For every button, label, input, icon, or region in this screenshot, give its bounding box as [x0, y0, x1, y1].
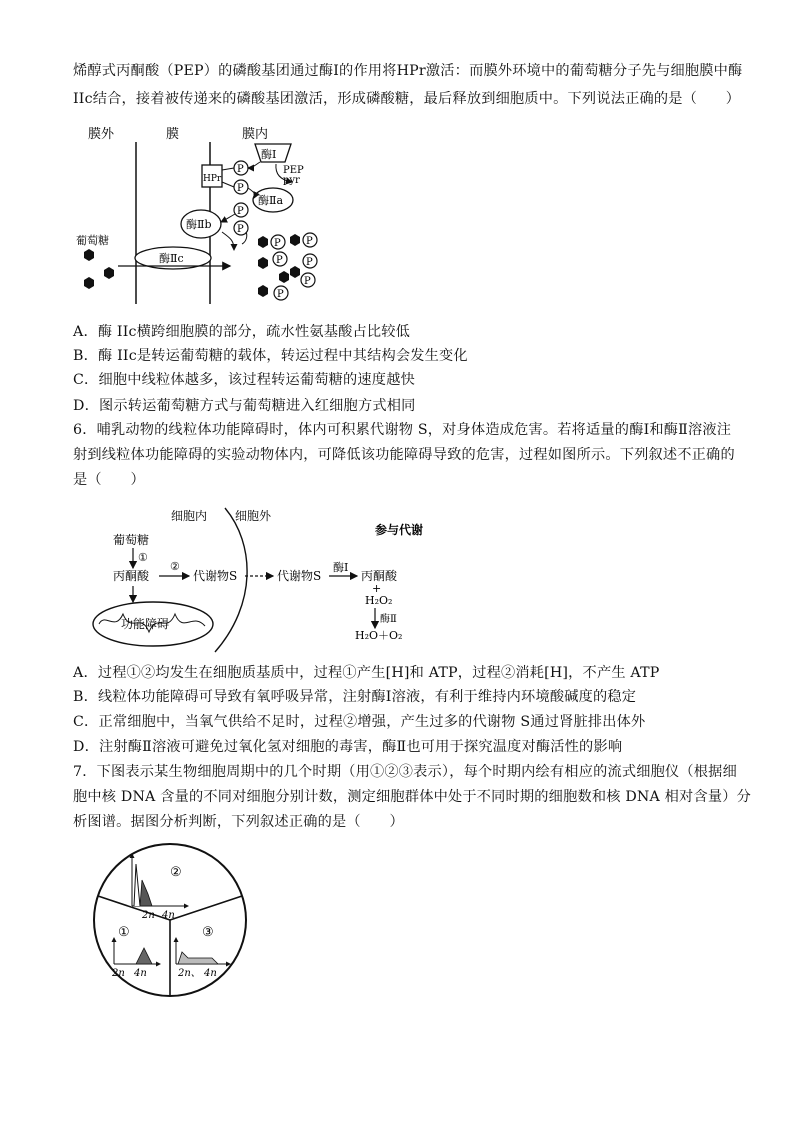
svg-text:P: P — [237, 206, 244, 217]
svg-text:P: P — [237, 224, 244, 235]
phase-2-label: ② — [170, 865, 182, 880]
metabolite-s-outside: 代谢物S — [277, 569, 322, 583]
q5-option-a: A．酶 IIc横跨细胞膜的部分，疏水性氨基酸占比较低 — [73, 324, 411, 340]
label-cell-inside: 细胞内 — [171, 509, 208, 523]
enzyme-2-label: 酶Ⅱ — [380, 614, 397, 625]
svg-text:4n: 4n — [162, 910, 175, 921]
enzyme-1-label: 酶Ⅰ — [261, 148, 277, 161]
step-1-label: ① — [138, 551, 148, 564]
enzyme-2a-label: 酶Ⅱa — [258, 194, 284, 207]
label-inside: 膜内 — [242, 127, 269, 142]
pep-label: PEP — [283, 165, 304, 176]
metabolite-s-inside: 代谢物S — [193, 569, 238, 583]
glucose-label: 葡萄糖 — [76, 234, 109, 247]
phase-3-label: ③ — [202, 925, 214, 940]
q6-stem-1: 6．哺乳动物的线粒体功能障碍时，体内可积累代谢物 S，对身体造成危害。若将适量的酶Ⅰ和酶Ⅱ溶液注 — [73, 422, 732, 438]
cell-cycle-circle-diagram — [90, 840, 250, 1000]
intro-line-1: 烯醇式丙酮酸（PEP）的磷酸基团通过酶Ⅰ的作用将HPr激活：而膜外环境中的葡萄糖分子先与细胞膜中酶 — [73, 63, 743, 79]
q7-stem-1: 7．下图表示某生物细胞周期中的几个时期（用①②③表示），每个时期内绘有相应的流式细胞仪（根据细 — [73, 764, 737, 780]
mitochondrion-label: 功能障碍 — [121, 617, 170, 631]
glucose-label: 葡萄糖 — [113, 533, 150, 547]
glucose-icon — [84, 249, 94, 261]
pts-transport-diagram — [70, 120, 340, 310]
label-metabolism: 参与代谢 — [375, 523, 424, 537]
phase-1-label: ① — [118, 925, 130, 940]
svg-text:4n: 4n — [204, 968, 217, 979]
q6-option-a: A．过程①②均发生在细胞质基质中，过程①产生[H]和 ATP，过程②消耗[H]，不产生 ATP — [73, 665, 660, 681]
label-outside: 膜外 — [88, 127, 115, 142]
label-cell-outside: 细胞外 — [235, 509, 272, 523]
svg-text:2n、: 2n、 — [178, 968, 201, 979]
svg-text:P: P — [306, 257, 313, 268]
intro-line-2: IIc结合，接着被传递来的磷酸基团激活，形成磷酸糖，最后释放到细胞质中。下列说法正确的是（ ） — [73, 91, 741, 107]
enzyme-2b-label: 酶Ⅱb — [186, 218, 212, 231]
glucose-icon — [84, 277, 94, 289]
svg-text:P: P — [277, 289, 284, 300]
pyruvate-label: 丙酮酸 — [113, 569, 150, 583]
pyruvate-product: 丙酮酸 — [361, 569, 398, 583]
metabolite-s-diagram — [85, 504, 435, 656]
svg-text:2n: 2n — [112, 968, 125, 979]
pyr-label: pyr — [283, 175, 300, 186]
hpr-label: HPr — [203, 174, 222, 184]
svg-text:P: P — [306, 236, 313, 247]
svg-text:P: P — [237, 183, 244, 194]
svg-text:2n: 2n — [142, 910, 155, 921]
q5-option-c: C．细胞中线粒体越多，该过程转运葡萄糖的速度越快 — [73, 372, 415, 388]
phospho-glucose-group — [258, 233, 317, 300]
q5-option-b: B．酶 IIc是转运葡萄糖的载体，转运过程中其结构会发生变化 — [73, 348, 468, 364]
label-membrane: 膜 — [166, 127, 180, 142]
q7-stem-3: 析图谱。据图分析判断，下列叙述正确的是（ ） — [73, 814, 404, 830]
water-oxygen-label: H₂O＋O₂ — [355, 629, 403, 642]
q6-option-c: C．正常细胞中，当氧气供给不足时，过程②增强，产生过多的代谢物 S通过肾脏排出体外 — [73, 714, 646, 730]
svg-text:P: P — [304, 276, 311, 287]
h2o2-label: H₂O₂ — [365, 594, 393, 607]
q7-stem-2: 胞中核 DNA 含量的不同对细胞分别计数，测定细胞群体中处于不同时期的细胞数和核 DNA 相对含量）分 — [73, 789, 751, 805]
enzyme-2c-label: 酶Ⅱc — [159, 252, 184, 265]
q5-option-d: D．图示转运葡萄糖方式与葡萄糖进入红细胞方式相同 — [73, 398, 416, 414]
svg-text:P: P — [237, 164, 244, 175]
glucose-icon — [104, 267, 114, 279]
svg-text:+: + — [372, 582, 382, 595]
svg-text:P: P — [276, 255, 283, 266]
svg-text:4n: 4n — [134, 968, 147, 979]
step-2-label: ② — [170, 560, 180, 573]
enzyme-1-label: 酶Ⅰ — [333, 561, 349, 574]
q6-option-d: D．注射酶Ⅱ溶液可避免过氧化氢对细胞的毒害，酶Ⅱ也可用于探究温度对酶活性的影响 — [73, 739, 623, 755]
q6-stem-2: 射到线粒体功能障碍的实验动物体内，可降低该功能障碍导致的危害，过程如图所示。下列叙述不正确的 — [73, 447, 735, 463]
svg-text:P: P — [274, 238, 281, 249]
q6-option-b: B．线粒体功能障碍可导致有氧呼吸异常，注射酶Ⅰ溶液，有利于维持内环境酸碱度的稳定 — [73, 689, 637, 705]
q6-stem-3: 是（ ） — [73, 472, 145, 488]
